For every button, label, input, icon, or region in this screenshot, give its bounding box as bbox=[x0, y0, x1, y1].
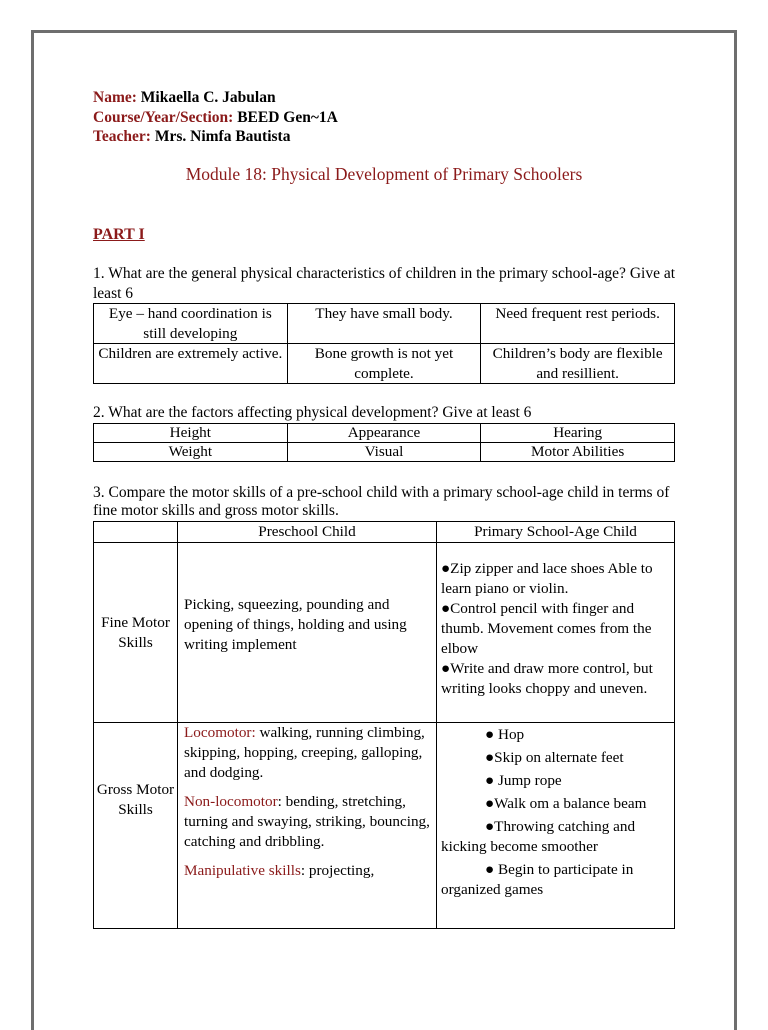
non-locomotor-text: Non-locomotor: bending, stretching, turning and swaying, striking, bouncing, catching and dribbling. bbox=[184, 793, 430, 850]
table-cell: Visual bbox=[287, 443, 481, 462]
course-line: Course/Year/Section: BEED Gen~1A bbox=[93, 108, 338, 126]
table-header-row bbox=[94, 522, 675, 543]
table-cell: Height bbox=[94, 424, 288, 443]
table-row bbox=[94, 304, 675, 344]
table-cell: Children’s body are flexible and resillient. bbox=[481, 344, 675, 384]
factors-table bbox=[93, 423, 675, 462]
question-2: 2. What are the factors affecting physical development? Give at least 6 bbox=[93, 404, 532, 421]
table-cell: They have small body. bbox=[287, 304, 481, 344]
gross-preschool-cell bbox=[178, 723, 437, 929]
table-cell: Bone growth is not yet complete. bbox=[287, 344, 481, 384]
list-item: ●Zip zipper and lace shoes Able to learn piano or violin. bbox=[441, 560, 653, 597]
row-label-fine-motor: Fine Motor Skills bbox=[94, 543, 178, 723]
table-cell: Weight bbox=[94, 443, 288, 462]
table-row bbox=[94, 344, 675, 384]
locomotor-text: Locomotor: walking, running climbing, skipping, hopping, creeping, galloping, and dodging. bbox=[184, 724, 425, 781]
table-cell: Appearance bbox=[287, 424, 481, 443]
column-header-primary: Primary School-Age Child bbox=[437, 522, 675, 543]
list-item: ●Walk om a balance beam bbox=[485, 795, 647, 812]
table-row bbox=[94, 723, 675, 929]
student-info bbox=[93, 88, 338, 147]
teacher-line: Teacher: Mrs. Nimfa Bautista bbox=[93, 128, 291, 145]
table-row bbox=[94, 443, 675, 462]
list-item: ● Begin to participate in organized games bbox=[441, 861, 634, 898]
list-item: ●Throwing catching and kicking become smoother bbox=[441, 818, 636, 855]
table-cell: Children are extremely active. bbox=[94, 344, 288, 384]
part-heading: PART I bbox=[93, 226, 145, 243]
list-item: ●Write and draw more control, but writing looks choppy and uneven. bbox=[441, 660, 653, 697]
table-row bbox=[94, 424, 675, 443]
list-item: ● Jump rope bbox=[485, 772, 562, 789]
motor-skills-table bbox=[93, 521, 675, 929]
table-cell: Eye – hand coordination is still developing bbox=[94, 304, 288, 344]
manipulative-text: Manipulative skills: projecting, bbox=[184, 862, 375, 879]
table-row bbox=[94, 543, 675, 723]
table-cell bbox=[94, 522, 178, 543]
page-title: Module 18: Physical Development of Primary Schoolers bbox=[185, 164, 583, 184]
table-cell: Hearing bbox=[481, 424, 675, 443]
fine-preschool-cell: Picking, squeezing, pounding and opening of things, holding and using writing implement bbox=[178, 543, 437, 723]
question-1: 1. What are the general physical characteristics of children in the primary school-age? Give at least 6 bbox=[93, 265, 676, 302]
list-item: ● Hop bbox=[485, 726, 525, 743]
gross-primary-cell bbox=[437, 723, 675, 929]
row-label-gross-motor: Gross Motor Skills bbox=[94, 723, 178, 929]
list-item: ●Control pencil with finger and thumb. Movement comes from the elbow bbox=[441, 600, 652, 657]
list-item: ●Skip on alternate feet bbox=[485, 749, 624, 766]
characteristics-table bbox=[93, 303, 675, 384]
table-cell: Motor Abilities bbox=[481, 443, 675, 462]
table-cell: Need frequent rest periods. bbox=[481, 304, 675, 344]
fine-primary-cell bbox=[437, 543, 675, 723]
question-3: 3. Compare the motor skills of a pre-school child with a primary school-age child in terms of fine motor skills and gross motor skills. bbox=[93, 484, 670, 519]
name-line: Name: Mikaella C. Jabulan bbox=[93, 89, 276, 106]
column-header-preschool: Preschool Child bbox=[178, 522, 437, 543]
